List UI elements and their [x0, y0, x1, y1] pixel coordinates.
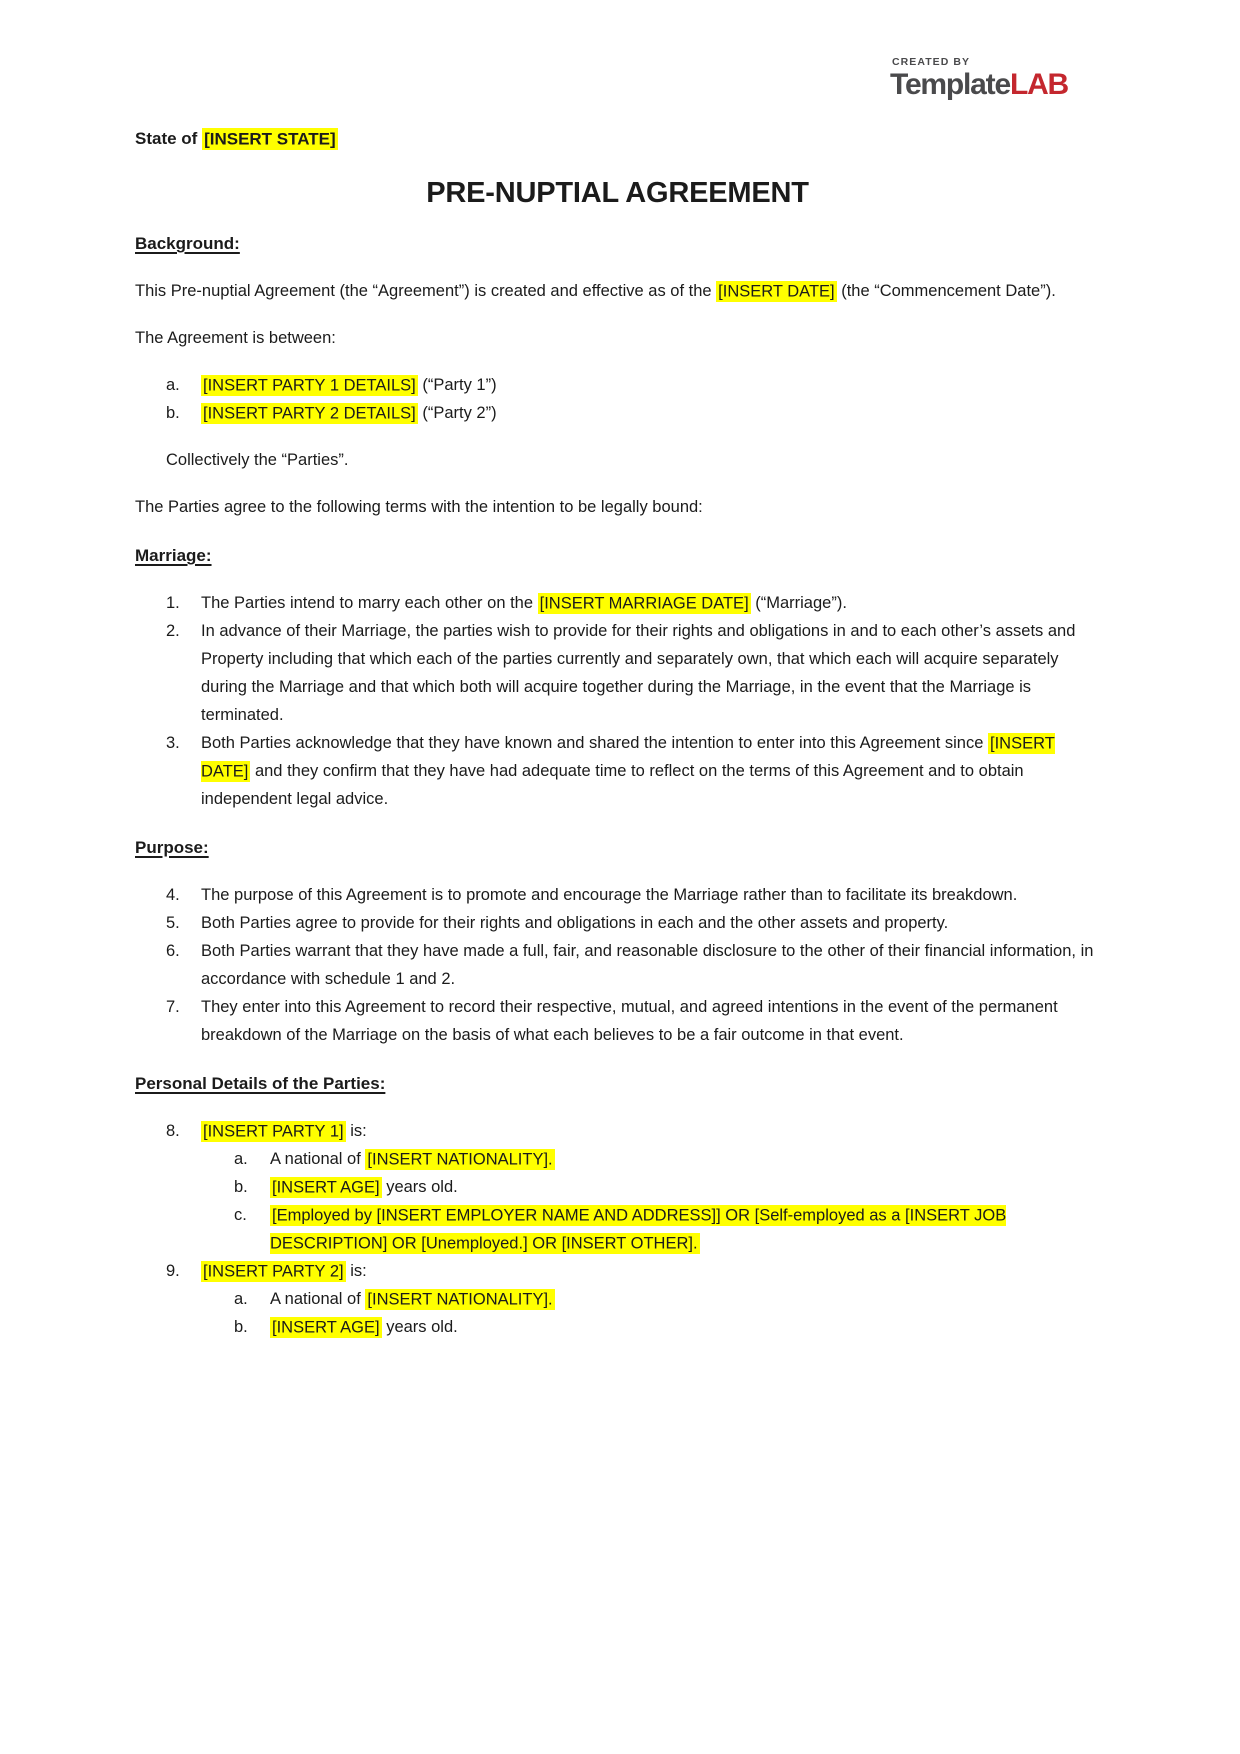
list-item-text: The Parties intend to marry each other on the [INSERT MARRIAGE DATE] (“Marriage”).	[201, 594, 847, 612]
logo-template-text: Template	[890, 67, 1010, 101]
insert-marriage-date-placeholder: [INSERT MARRIAGE DATE]	[539, 594, 749, 612]
list-item-text: A national of [INSERT NATIONALITY].	[270, 1290, 553, 1308]
section-heading-background: Background:	[135, 234, 240, 253]
party2-lead-line: [INSERT PARTY 2] is:	[203, 1262, 367, 1280]
list-marker: 3.	[166, 734, 180, 752]
marriage-list	[135, 589, 1100, 813]
party1-sub-a	[201, 1145, 1100, 1173]
party1-sublist	[201, 1145, 1100, 1257]
marriage-item-3	[135, 729, 1100, 813]
insert-state-placeholder: [INSERT STATE]	[204, 129, 336, 148]
list-item-text	[270, 1201, 1100, 1257]
list-marker: a.	[234, 1290, 248, 1308]
personal-item-8	[135, 1117, 1100, 1257]
logo-wordmark	[890, 67, 1068, 101]
party2-sublist	[201, 1285, 1100, 1341]
insert-date-placeholder: [INSERT DATE]	[718, 282, 835, 300]
list-item-text	[201, 1257, 1100, 1341]
list-item-text: Both Parties agree to provide for their rights and obligations in each and the other assets and property.	[201, 914, 949, 932]
insert-party2-placeholder: [INSERT PARTY 2]	[203, 1262, 344, 1280]
list-marker: c.	[234, 1206, 247, 1224]
intro-text-post: (the “Commencement Date”).	[836, 282, 1056, 300]
document-title: PRE-NUPTIAL AGREEMENT	[426, 177, 809, 209]
insert-party1-details-placeholder: [INSERT PARTY 1 DETAILS]	[203, 376, 416, 394]
list-marker: a.	[166, 376, 180, 394]
list-item-text: In advance of their Marriage, the parties wish to provide for their rights and obligations in and to each other’s assets and Property including that which each of the parties currently and separately own, that which each will acquire separately during the Marriage and that which both will acquire together during the Marriage, in the event that the Marriage is terminated.	[201, 622, 1076, 724]
list-marker: a.	[234, 1150, 248, 1168]
list-item-text: A national of [INSERT NATIONALITY].	[270, 1150, 553, 1168]
list-item-text: [INSERT PARTY 1 DETAILS] (“Party 1”)	[203, 376, 497, 394]
list-marker: 8.	[166, 1122, 180, 1140]
list-marker: 1.	[166, 594, 180, 612]
purpose-item-7	[135, 993, 1100, 1049]
personal-details-list	[135, 1117, 1100, 1341]
section-heading-purpose: Purpose:	[135, 838, 209, 857]
party1-sub-c	[201, 1201, 1100, 1257]
legally-bound-line: The Parties agree to the following terms with the intention to be legally bound:	[135, 498, 703, 516]
insert-nationality-placeholder: [INSERT NATIONALITY].	[367, 1150, 553, 1168]
logo-lab-text: LAB	[1009, 67, 1068, 101]
state-line	[135, 128, 1100, 150]
party1-sub-b	[201, 1173, 1100, 1201]
list-item-text	[201, 1117, 1100, 1257]
intro-text: This Pre-nuptial Agreement (the “Agreement”) is created and effective as of the	[135, 282, 717, 300]
marriage-item-2	[135, 617, 1100, 729]
party2-sub-a	[201, 1285, 1100, 1313]
list-marker: 2.	[166, 622, 180, 640]
background-intro-paragraph	[135, 277, 1100, 305]
section-heading-marriage: Marriage:	[135, 546, 212, 565]
state-line-prefix: State of	[135, 129, 203, 148]
collectively-line: Collectively the “Parties”.	[166, 451, 349, 469]
party1-lead-line: [INSERT PARTY 1] is:	[203, 1122, 367, 1140]
list-item-text: They enter into this Agreement to record their respective, mutual, and agreed intentions in the event of the permanent breakdown of the Marriage on the basis of what each believes to be a fair outcome in that event.	[201, 998, 1058, 1044]
list-item-text: Both Parties acknowledge that they have known and shared the intention to enter into this Agreement since [INSERT DATE] and they confirm that they have had adequate time to reflect on the terms of this Agreement and to obtain independent legal advice.	[201, 734, 1055, 808]
list-marker: 6.	[166, 942, 180, 960]
insert-employment-placeholder: [Employed by [INSERT EMPLOYER NAME AND ADDRESS]] OR [Self-employed as a [INSERT JOB DESCRIPTION] OR [Unemployed.] OR [INSERT OTHER].	[270, 1206, 1007, 1252]
insert-nationality-placeholder: [INSERT NATIONALITY].	[367, 1290, 553, 1308]
logo-created-by-label: CREATED BY	[892, 56, 971, 68]
list-marker: b.	[234, 1318, 248, 1336]
list-marker: b.	[166, 404, 180, 422]
purpose-item-6	[135, 937, 1100, 993]
list-item-text: [INSERT AGE] years old.	[272, 1178, 458, 1196]
section-heading-personal-details: Personal Details of the Parties:	[135, 1074, 386, 1093]
party-1-list-item	[135, 371, 1100, 399]
list-item-text: Both Parties warrant that they have made a full, fair, and reasonable disclosure to the other of their financial information, in accordance with schedule 1 and 2.	[201, 942, 1094, 988]
list-marker: b.	[234, 1178, 248, 1196]
insert-age-placeholder: [INSERT AGE]	[272, 1318, 380, 1336]
list-item-text: The purpose of this Agreement is to promote and encourage the Marriage rather than to facilitate its breakdown.	[201, 886, 1018, 904]
list-marker: 5.	[166, 914, 180, 932]
list-marker: 9.	[166, 1262, 180, 1280]
insert-age-placeholder: [INSERT AGE]	[272, 1178, 380, 1196]
insert-party2-details-placeholder: [INSERT PARTY 2 DETAILS]	[203, 404, 416, 422]
parties-list	[135, 371, 1100, 427]
personal-item-9	[135, 1257, 1100, 1341]
purpose-list	[135, 881, 1100, 1049]
marriage-item-1	[135, 589, 1100, 617]
agreement-between-line: The Agreement is between:	[135, 329, 336, 347]
party-2-list-item	[135, 399, 1100, 427]
templatelab-logo	[890, 57, 1068, 100]
list-marker: 7.	[166, 998, 180, 1016]
list-marker: 4.	[166, 886, 180, 904]
party2-sub-b	[201, 1313, 1100, 1341]
list-item-text: [INSERT AGE] years old.	[272, 1318, 458, 1336]
insert-party1-placeholder: [INSERT PARTY 1]	[203, 1122, 344, 1140]
purpose-item-5	[135, 909, 1100, 937]
purpose-item-4	[135, 881, 1100, 909]
insert-date-placeholder: [INSERT DATE]	[201, 734, 1055, 780]
list-item-text: [INSERT PARTY 2 DETAILS] (“Party 2”)	[203, 404, 497, 422]
